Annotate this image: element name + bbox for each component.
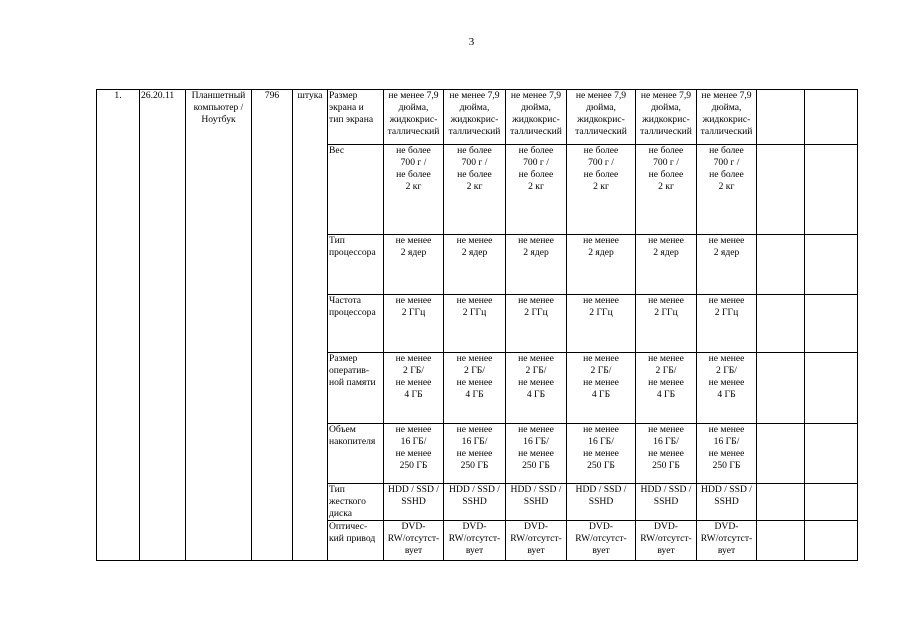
parameter-value: не менее 16 ГБ/ не менее 250 ГБ — [697, 424, 757, 484]
parameter-value: не менее 7,9 дюйма, жидкокрис- таллический — [567, 90, 636, 145]
parameter-value: не менее 2 ядер — [636, 235, 697, 295]
parameter-name: Размер оператив- ной памяти — [328, 353, 384, 424]
empty-cell — [757, 484, 805, 521]
empty-cell — [757, 353, 805, 424]
empty-cell — [805, 521, 858, 561]
parameter-value: не менее 2 ГБ/ не менее 4 ГБ — [697, 353, 757, 424]
parameter-value: не менее 2 ядер — [697, 235, 757, 295]
item-name: Планшетный компьютер / Ноутбук — [186, 90, 252, 561]
page-number: 3 — [468, 36, 475, 48]
parameter-value: не менее 7,9 дюйма, жидкокрис- таллический — [384, 90, 444, 145]
parameter-value: DVD- RW/отсутст- вует — [506, 521, 567, 561]
parameter-value: не более 700 г / не более 2 кг — [697, 145, 757, 235]
parameter-value: не менее 2 ГГц — [384, 295, 444, 353]
empty-cell — [757, 235, 805, 295]
parameter-value: не менее 2 ГГц — [697, 295, 757, 353]
parameter-value: не менее 7,9 дюйма, жидкокрис- таллический — [697, 90, 757, 145]
parameter-value: HDD / SSD / SSHD — [636, 484, 697, 521]
parameter-value: HDD / SSD / SSHD — [384, 484, 444, 521]
parameter-name: Тип жесткого диска — [328, 484, 384, 521]
parameter-value: не менее 7,9 дюйма, жидкокрис- таллический — [506, 90, 567, 145]
empty-cell — [805, 295, 858, 353]
parameter-value: не менее 2 ГБ/ не менее 4 ГБ — [567, 353, 636, 424]
parameter-value: не менее 2 ГБ/ не менее 4 ГБ — [384, 353, 444, 424]
parameter-value: не менее 2 ГГц — [506, 295, 567, 353]
parameter-value: DVD- RW/отсутст- вует — [697, 521, 757, 561]
parameter-value: не менее 16 ГБ/ не менее 250 ГБ — [567, 424, 636, 484]
empty-cell — [805, 145, 858, 235]
parameter-value: не менее 2 ГГц — [567, 295, 636, 353]
empty-cell — [757, 145, 805, 235]
empty-cell — [757, 424, 805, 484]
parameter-name: Оптичес- кий привод — [328, 521, 384, 561]
parameter-name: Вес — [328, 145, 384, 235]
parameter-value: HDD / SSD / SSHD — [697, 484, 757, 521]
parameter-value: не менее 2 ГБ/ не менее 4 ГБ — [506, 353, 567, 424]
parameter-name: Частота процессора — [328, 295, 384, 353]
unit-name: штука — [293, 90, 328, 561]
specification-table — [96, 89, 858, 561]
parameter-value: не менее 2 ядер — [444, 235, 506, 295]
parameter-value: DVD- RW/отсутст- вует — [444, 521, 506, 561]
table-row — [97, 90, 858, 145]
parameter-value: не менее 2 ядер — [506, 235, 567, 295]
empty-cell — [805, 353, 858, 424]
empty-cell — [757, 90, 805, 145]
parameter-value: DVD- RW/отсутст- вует — [636, 521, 697, 561]
parameter-value: не менее 7,9 дюйма, жидкокрис- таллический — [444, 90, 506, 145]
parameter-value: не более 700 г / не более 2 кг — [567, 145, 636, 235]
parameter-value: не более 700 г / не более 2 кг — [444, 145, 506, 235]
empty-cell — [805, 90, 858, 145]
parameter-name: Размер экрана и тип экрана — [328, 90, 384, 145]
parameter-value: не менее 2 ядер — [567, 235, 636, 295]
empty-cell — [757, 295, 805, 353]
unit-code: 796 — [252, 90, 293, 561]
parameter-value: HDD / SSD / SSHD — [444, 484, 506, 521]
parameter-value: не менее 16 ГБ/ не менее 250 ГБ — [384, 424, 444, 484]
item-code: 26.20.11 — [140, 90, 186, 561]
empty-cell — [805, 484, 858, 521]
parameter-value: не менее 2 ГБ/ не менее 4 ГБ — [444, 353, 506, 424]
parameter-value: не менее 2 ГГц — [444, 295, 506, 353]
parameter-value: не более 700 г / не более 2 кг — [636, 145, 697, 235]
parameter-value: DVD- RW/отсутст- вует — [384, 521, 444, 561]
parameter-value: не менее 2 ГБ/ не менее 4 ГБ — [636, 353, 697, 424]
empty-cell — [757, 521, 805, 561]
empty-cell — [805, 235, 858, 295]
parameter-value: HDD / SSD / SSHD — [506, 484, 567, 521]
parameter-value: не менее 16 ГБ/ не менее 250 ГБ — [506, 424, 567, 484]
parameter-value: не более 700 г / не более 2 кг — [506, 145, 567, 235]
parameter-value: не менее 2 ГГц — [636, 295, 697, 353]
parameter-value: не более 700 г / не более 2 кг — [384, 145, 444, 235]
empty-cell — [805, 424, 858, 484]
parameter-value: HDD / SSD / SSHD — [567, 484, 636, 521]
parameter-name: Тип процессора — [328, 235, 384, 295]
parameter-value: не менее 16 ГБ/ не менее 250 ГБ — [444, 424, 506, 484]
parameter-value: не менее 7,9 дюйма, жидкокрис- таллический — [636, 90, 697, 145]
parameter-value: DVD- RW/отсутст- вует — [567, 521, 636, 561]
item-number: 1. — [97, 90, 140, 561]
parameter-value: не менее 2 ядер — [384, 235, 444, 295]
parameter-value: не менее 16 ГБ/ не менее 250 ГБ — [636, 424, 697, 484]
parameter-name: Объем накопителя — [328, 424, 384, 484]
